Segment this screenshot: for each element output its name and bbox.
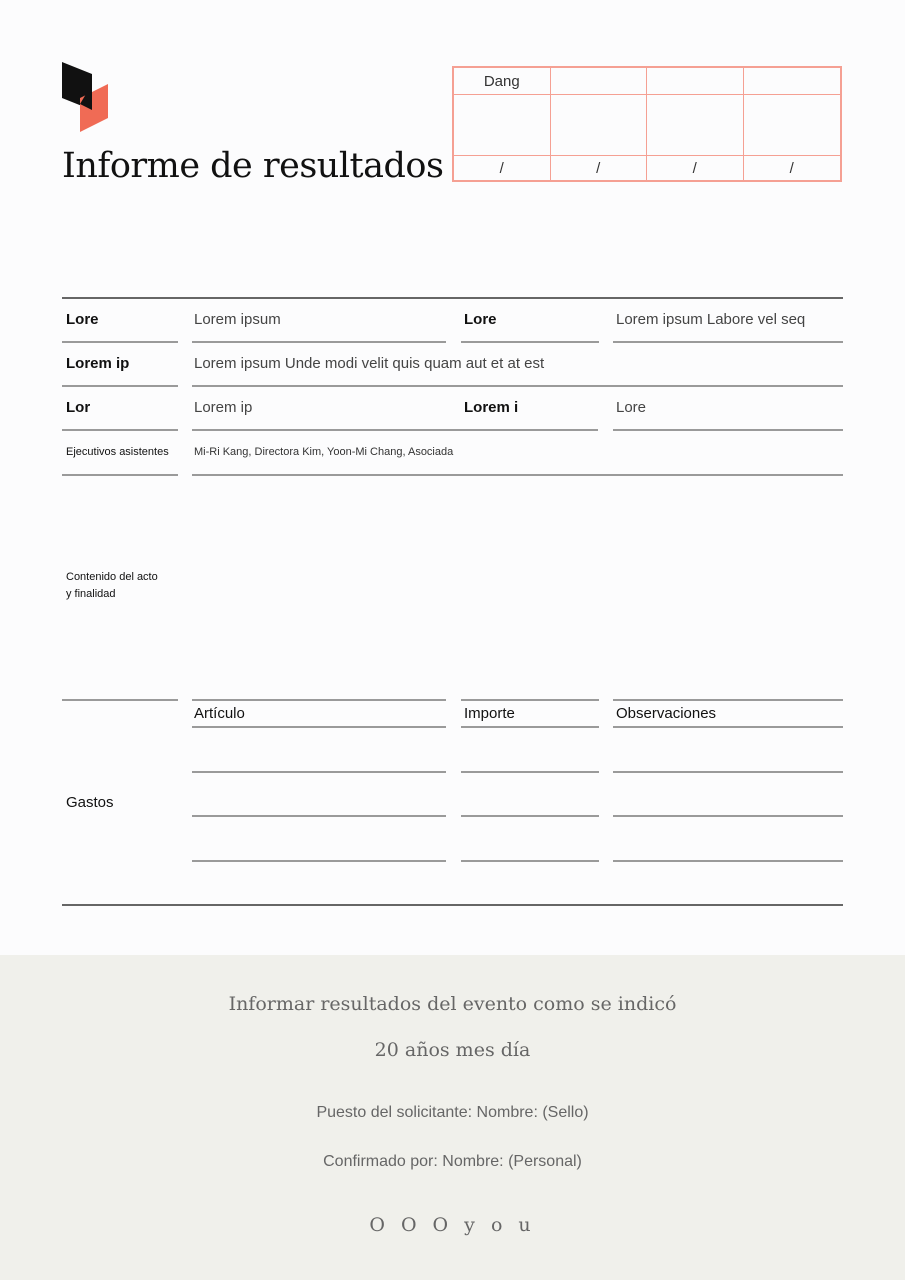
row2-label: Lorem ip [66, 355, 130, 372]
approval-date-3: / [647, 156, 744, 180]
footer-signature: O O O y o u [369, 1214, 536, 1236]
expenses-header-item: Artículo [194, 705, 245, 722]
expense-row-2-amount[interactable] [461, 815, 599, 817]
expense-row-1-item[interactable] [192, 771, 446, 773]
expense-row-2-item[interactable] [192, 815, 446, 817]
row1-value2[interactable]: Lorem ipsum Labore vel seq [616, 311, 806, 328]
divider [613, 429, 843, 431]
divider [461, 726, 599, 728]
divider [461, 699, 599, 701]
table-bottom-rule [62, 904, 843, 906]
footer-panel [0, 955, 905, 1280]
expenses-label: Gastos [66, 794, 114, 811]
row1-label2: Lore [464, 311, 497, 328]
divider [192, 341, 446, 343]
content-area[interactable] [192, 480, 843, 694]
expense-row-3-item[interactable] [192, 860, 446, 862]
expense-row-1-notes[interactable] [613, 771, 843, 773]
row3-value1[interactable]: Lorem ip [194, 399, 253, 416]
row1-label1: Lore [66, 311, 99, 328]
expense-row-3-notes[interactable] [613, 860, 843, 862]
footer-statement: Informar resultados del evento como se indicó [228, 993, 677, 1015]
divider [62, 385, 178, 387]
approval-date-4: / [789, 159, 794, 177]
footer-applicant[interactable]: Puesto del solicitante: Nombre: (Sello) [316, 1104, 589, 1121]
content-label-line2: y finalidad [66, 588, 116, 600]
divider [192, 429, 598, 431]
divider [192, 474, 843, 476]
row3-label1: Lor [66, 399, 91, 416]
table-top-rule [62, 297, 843, 299]
divider [62, 341, 178, 343]
row3-label2: Lorem i [464, 399, 519, 416]
approval-sign-1[interactable] [454, 95, 551, 156]
footer-confirmed[interactable]: Confirmado por: Nombre: (Personal) [323, 1153, 582, 1170]
divider [192, 699, 446, 701]
row2-value[interactable]: Lorem ipsum Unde modi velit quis quam aut et at est [194, 355, 545, 372]
approval-date-1: / [454, 156, 551, 180]
expenses-header-amount: Importe [464, 705, 515, 722]
divider [461, 341, 599, 343]
row1-value1[interactable]: Lorem ipsum [194, 311, 281, 328]
approval-grid [452, 66, 842, 182]
divider [613, 726, 843, 728]
divider [62, 699, 178, 701]
approval-cell-top-4 [744, 68, 841, 95]
approval-cell-top-2 [551, 68, 648, 95]
content-label [66, 569, 158, 603]
approval-sign-3[interactable] [647, 95, 744, 156]
approval-cell-top-3 [647, 68, 744, 95]
row3-value2[interactable]: Lore [616, 399, 647, 416]
divider [192, 726, 446, 728]
content-label-line1: Contenido del acto [66, 571, 158, 583]
approval-sign-2[interactable] [551, 95, 648, 156]
approval-date-2: / [551, 156, 648, 180]
footer-date[interactable]: 20 años mes día [374, 1039, 531, 1061]
approval-cell-top-1: Dang [454, 68, 551, 95]
expenses-header-notes: Observaciones [616, 705, 717, 722]
divider [192, 385, 843, 387]
divider [613, 699, 843, 701]
row4-label: Ejecutivos asistentes [66, 446, 169, 458]
row4-value[interactable]: Mi-Ri Kang, Directora Kim, Yoon-Mi Chang, Asociada [194, 446, 454, 458]
expense-row-3-amount[interactable] [461, 860, 599, 862]
expense-row-2-notes[interactable] [613, 815, 843, 817]
approval-sign-4[interactable] [744, 95, 841, 156]
expense-row-1-amount[interactable] [461, 771, 599, 773]
page-title: Informe de resultados [62, 146, 444, 186]
logo-icon [62, 62, 110, 134]
divider [62, 429, 178, 431]
divider [62, 474, 178, 476]
divider [613, 341, 843, 343]
